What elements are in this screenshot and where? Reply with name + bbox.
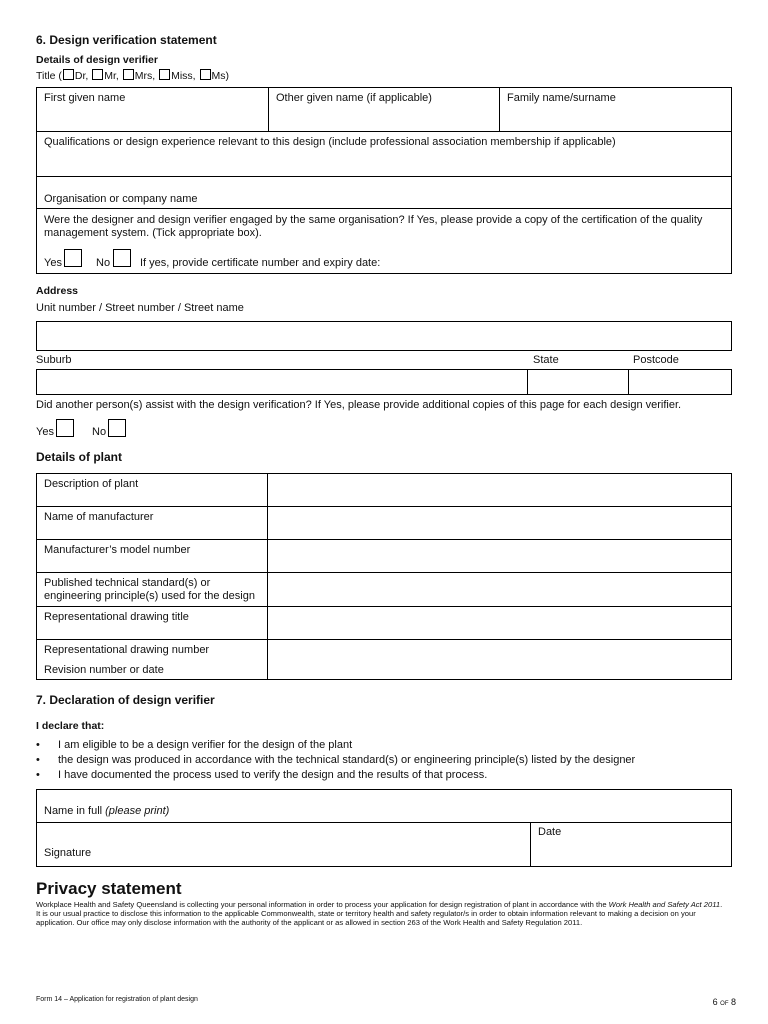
divider: [36, 208, 732, 209]
plant-model-label: Manufacturer’s model number: [44, 544, 191, 556]
certificate-prompt: If yes, provide certificate number and expiry date:: [140, 257, 381, 269]
verifier-subheading: Details of design verifier: [36, 54, 158, 66]
title-mr-label: Mr,: [104, 70, 119, 82]
state-label: State: [533, 354, 559, 366]
divider: [499, 87, 500, 132]
divider: [268, 87, 269, 132]
plant-model-input[interactable]: [268, 540, 731, 572]
divider: [530, 822, 531, 867]
plant-manufacturer-input[interactable]: [268, 507, 731, 539]
declaration-list: [36, 738, 635, 783]
title-dr-checkbox[interactable]: [63, 69, 74, 80]
same-organisation-question: Were the designer and design verifier engaged by the same organisation? If Yes, please provide a copy of the certification of the quality management system. (Tick appropriate box).: [44, 214, 703, 239]
street-label: Unit number / Street number / Street name: [36, 302, 244, 314]
name-in-full-hint: (please print): [105, 805, 170, 817]
state-input[interactable]: [527, 369, 629, 395]
name-in-full-field[interactable]: [44, 805, 169, 817]
declaration-item: • I have documented the process used to verify the design and the results of that process.: [36, 768, 635, 783]
organisation-field[interactable]: Organisation or company name: [44, 193, 198, 205]
section-6-heading: 6. Design verification statement: [36, 33, 217, 47]
plant-standard-label: Published technical standard(s) or engineering principle(s) used for the design: [44, 577, 255, 602]
section-7-heading: 7. Declaration of design verifier: [36, 693, 215, 707]
title-mrs-checkbox[interactable]: [123, 69, 134, 80]
plant-drawing-number-input[interactable]: [268, 640, 731, 679]
divider: [36, 176, 732, 177]
plant-description-label: Description of plant: [44, 478, 139, 490]
footer-page-number: 6 of 8: [712, 997, 736, 1007]
suburb-label: Suburb: [36, 354, 72, 366]
title-prefix: Title (: [36, 70, 62, 82]
same-org-yes-checkbox[interactable]: [64, 249, 82, 267]
family-name-field[interactable]: Family name/surname: [507, 92, 616, 104]
signature-table: [36, 789, 732, 867]
plant-drawing-title-input[interactable]: [268, 607, 731, 639]
divider: [36, 131, 732, 132]
title-dr-label: Dr,: [74, 70, 89, 82]
address-heading: Address: [36, 285, 79, 297]
footer-form-name: Form 14 – Application for registration of plant design: [36, 996, 198, 1003]
divider: [36, 822, 732, 823]
plant-description-input[interactable]: [268, 474, 731, 506]
plant-revision-label: Revision number or date: [44, 664, 164, 676]
same-org-yes-label: Yes: [44, 257, 62, 269]
postcode-label: Postcode: [633, 354, 679, 366]
declare-label: I declare that:: [36, 720, 105, 732]
plant-manufacturer-label: Name of manufacturer: [44, 511, 154, 523]
date-field[interactable]: Date: [538, 826, 562, 838]
qualifications-field[interactable]: Qualifications or design experience relevant to this design (include professional association membership if applicable): [44, 136, 616, 148]
assist-yes-label: Yes: [36, 426, 54, 438]
same-org-no-checkbox[interactable]: [113, 249, 131, 267]
assist-yes-checkbox[interactable]: [56, 419, 74, 437]
declaration-item: • I am eligible to be a design verifier for the design of the plant: [36, 738, 635, 753]
suburb-input[interactable]: [36, 369, 528, 395]
privacy-text-a: Workplace Health and Safety Queensland is collecting your personal information in order to process your application for design registration of plant in accordance with the: [36, 900, 609, 909]
verifier-details-table: [36, 87, 732, 274]
title-ms-label: Ms): [211, 70, 229, 82]
privacy-act-name: Work Health and Safety Act 2011: [608, 900, 721, 909]
street-input[interactable]: [36, 321, 732, 351]
postcode-input[interactable]: [628, 369, 732, 395]
name-in-full-label: Name in full: [44, 805, 103, 817]
privacy-heading: Privacy statement: [36, 879, 182, 898]
privacy-text: [36, 900, 726, 927]
title-miss-checkbox[interactable]: [159, 69, 170, 80]
title-options: [36, 69, 229, 82]
assist-no-checkbox[interactable]: [108, 419, 126, 437]
declaration-item: • the design was produced in accordance with the technical standard(s) or engineering principle(s) listed by the designer: [36, 753, 635, 768]
plant-drawing-title-label: Representational drawing title: [44, 611, 189, 623]
plant-heading: Details of plant: [36, 450, 123, 464]
assist-question: Did another person(s) assist with the design verification? If Yes, please provide additional copies of this page for each design verifier.: [36, 399, 682, 411]
assist-no-label: No: [92, 426, 107, 438]
first-given-name-field[interactable]: First given name: [44, 92, 126, 104]
title-miss-label: Miss,: [171, 70, 196, 82]
title-ms-checkbox[interactable]: [200, 69, 211, 80]
other-given-name-field[interactable]: Other given name (if applicable): [276, 92, 432, 104]
title-mr-checkbox[interactable]: [92, 69, 103, 80]
title-mrs-label: Mrs,: [134, 70, 156, 82]
plant-standard-input[interactable]: [268, 573, 731, 606]
signature-field[interactable]: Signature: [44, 847, 92, 859]
plant-drawing-number-label: Representational drawing number: [44, 644, 210, 656]
privacy-text-b: . It is our usual practice to disclose this information to the applicable Commonwealth, state or territory health and safety regulator/s in order to obtain information relevant to making a decision on your application. Our office may only disclose information with the authority of the applicant or as allowed in section 263 of the Work Health and Safety Regulation 2011.: [36, 900, 723, 927]
same-org-no-label: No: [96, 257, 111, 269]
